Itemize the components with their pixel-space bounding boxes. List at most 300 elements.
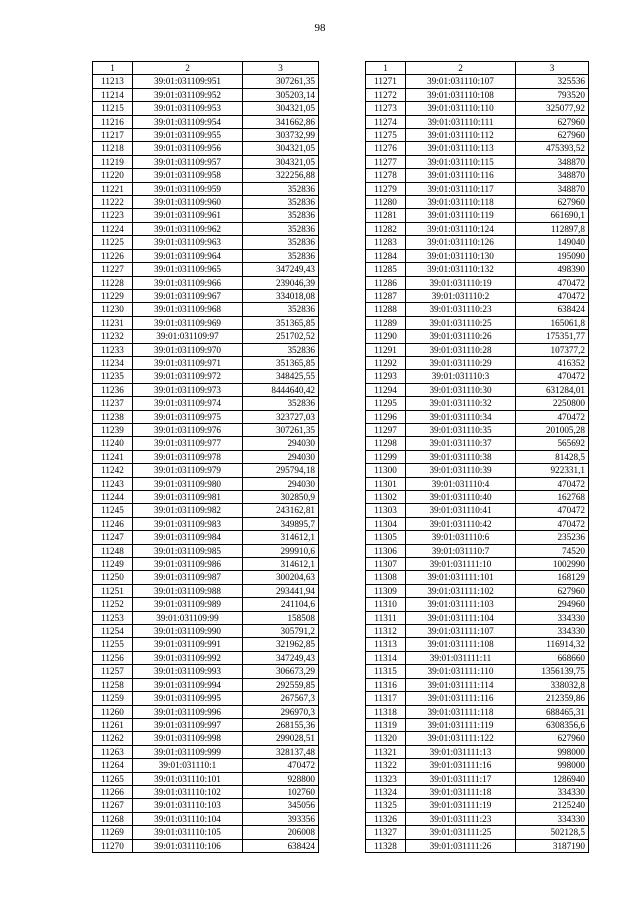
cadastral-number-cell: 39:01:031109:994 — [133, 678, 243, 691]
cadastral-number-cell: 39:01:031110:130 — [406, 249, 516, 262]
value-cell: 688465,31 — [516, 705, 589, 718]
value-cell: 661690,1 — [516, 209, 589, 222]
value-cell: 305791,2 — [243, 625, 319, 638]
table-row — [93, 423, 319, 436]
row-number-cell: 11317 — [366, 692, 406, 705]
table-row — [93, 330, 319, 343]
cadastral-number-cell: 39:01:031110:103 — [133, 799, 243, 812]
row-number-cell: 11285 — [366, 263, 406, 276]
cadastral-number-cell: 39:01:031109:963 — [133, 236, 243, 249]
table-row — [93, 625, 319, 638]
cadastral-number-cell: 39:01:031110:35 — [406, 423, 516, 436]
row-number-cell: 11300 — [366, 464, 406, 477]
cadastral-number-cell: 39:01:031110:1 — [133, 759, 243, 772]
table-row — [366, 504, 589, 517]
row-number-cell: 11296 — [366, 410, 406, 423]
row-number-cell: 11216 — [93, 115, 133, 128]
cadastral-number-cell: 39:01:031110:30 — [406, 383, 516, 396]
cadastral-number-cell: 39:01:031109:953 — [133, 102, 243, 115]
value-cell: 325077,92 — [516, 102, 589, 115]
row-number-cell: 11225 — [93, 236, 133, 249]
cadastral-number-cell: 39:01:031111:25 — [406, 826, 516, 839]
table-row — [366, 705, 589, 718]
row-number-cell: 11289 — [366, 316, 406, 329]
table-row — [366, 531, 589, 544]
cadastral-number-cell: 39:01:031109:967 — [133, 289, 243, 302]
value-cell: 107377,2 — [516, 343, 589, 356]
cadastral-number-cell: 39:01:031109:97 — [133, 330, 243, 343]
value-cell: 168129 — [516, 571, 589, 584]
cadastral-number-cell: 39:01:031110:26 — [406, 330, 516, 343]
table-row — [93, 102, 319, 115]
value-cell: 627960 — [516, 732, 589, 745]
value-cell: 267567,3 — [243, 692, 319, 705]
value-cell: 345056 — [243, 799, 319, 812]
value-cell: 470472 — [516, 276, 589, 289]
row-number-cell: 11249 — [93, 558, 133, 571]
table-row — [366, 423, 589, 436]
table-row — [93, 531, 319, 544]
value-cell: 352836 — [243, 209, 319, 222]
row-number-cell: 11288 — [366, 303, 406, 316]
row-number-cell: 11228 — [93, 276, 133, 289]
value-cell: 352836 — [243, 182, 319, 195]
table-row — [93, 665, 319, 678]
value-cell: 3187190 — [516, 839, 589, 852]
value-cell: 352836 — [243, 222, 319, 235]
value-cell: 475393,52 — [516, 142, 589, 155]
row-number-cell: 11293 — [366, 370, 406, 383]
cadastral-number-cell: 39:01:031109:954 — [133, 115, 243, 128]
cadastral-number-cell: 39:01:031109:956 — [133, 142, 243, 155]
table-row — [366, 544, 589, 557]
cadastral-number-cell: 39:01:031110:110 — [406, 102, 516, 115]
cadastral-number-cell: 39:01:031110:41 — [406, 504, 516, 517]
table-row — [93, 651, 319, 664]
cadastral-number-cell: 39:01:031109:979 — [133, 464, 243, 477]
cadastral-number-cell: 39:01:031110:42 — [406, 517, 516, 530]
table-row — [366, 772, 589, 785]
cadastral-number-cell: 39:01:031109:995 — [133, 692, 243, 705]
value-cell: 116914,32 — [516, 638, 589, 651]
cadastral-number-cell: 39:01:031110:29 — [406, 356, 516, 369]
cadastral-number-cell: 39:01:031110:39 — [406, 464, 516, 477]
table-row — [93, 370, 319, 383]
row-number-cell: 11260 — [93, 705, 133, 718]
value-cell: 239046,39 — [243, 276, 319, 289]
row-number-cell: 11306 — [366, 544, 406, 557]
table-row — [93, 745, 319, 758]
cadastral-number-cell: 39:01:031110:19 — [406, 276, 516, 289]
value-cell: 334330 — [516, 625, 589, 638]
row-number-cell: 11272 — [366, 88, 406, 101]
cadastral-number-cell: 39:01:031110:102 — [133, 785, 243, 798]
cadastral-number-cell: 39:01:031111:19 — [406, 799, 516, 812]
table-row — [93, 169, 319, 182]
cadastral-number-cell: 39:01:031111:17 — [406, 772, 516, 785]
table-row — [93, 517, 319, 530]
cadastral-number-cell: 39:01:031111:13 — [406, 745, 516, 758]
table-row — [93, 812, 319, 825]
row-number-cell: 11309 — [366, 584, 406, 597]
value-cell: 498390 — [516, 263, 589, 276]
cadastral-number-cell: 39:01:031110:106 — [133, 839, 243, 852]
row-number-cell: 11263 — [93, 745, 133, 758]
table-row — [366, 303, 589, 316]
row-number-cell: 11299 — [366, 450, 406, 463]
cadastral-number-cell: 39:01:031109:980 — [133, 477, 243, 490]
cadastral-number-cell: 39:01:031110:7 — [406, 544, 516, 557]
table-row — [93, 343, 319, 356]
table-row — [366, 370, 589, 383]
row-number-cell: 11302 — [366, 491, 406, 504]
row-number-cell: 11217 — [93, 129, 133, 142]
table-row — [93, 638, 319, 651]
row-number-cell: 11230 — [93, 303, 133, 316]
table-row — [93, 88, 319, 101]
value-cell: 201005,28 — [516, 423, 589, 436]
cadastral-number-cell: 39:01:031110:117 — [406, 182, 516, 195]
value-cell: 627960 — [516, 196, 589, 209]
value-cell: 470472 — [243, 759, 319, 772]
row-number-cell: 11294 — [366, 383, 406, 396]
value-cell: 349895,7 — [243, 517, 319, 530]
cadastral-number-cell: 39:01:031111:16 — [406, 759, 516, 772]
cadastral-number-cell: 39:01:031109:965 — [133, 263, 243, 276]
table-row — [366, 491, 589, 504]
table-row — [93, 222, 319, 235]
table-row — [93, 759, 319, 772]
table-row — [366, 115, 589, 128]
table-row — [93, 611, 319, 624]
table-row — [366, 785, 589, 798]
cadastral-number-cell: 39:01:031109:991 — [133, 638, 243, 651]
row-number-cell: 11226 — [93, 249, 133, 262]
row-number-cell: 11242 — [93, 464, 133, 477]
cadastral-number-cell: 39:01:031109:976 — [133, 423, 243, 436]
value-cell: 334018,08 — [243, 289, 319, 302]
column-header-1: 1 — [93, 62, 133, 75]
table-row — [366, 102, 589, 115]
value-cell: 334330 — [516, 812, 589, 825]
cadastral-number-cell: 39:01:031109:997 — [133, 718, 243, 731]
table-row — [93, 437, 319, 450]
table-row — [93, 584, 319, 597]
table-row — [93, 276, 319, 289]
table-body-left — [93, 75, 319, 853]
row-number-cell: 11328 — [366, 839, 406, 852]
value-cell: 294030 — [243, 437, 319, 450]
cadastral-number-cell: 39:01:031110:28 — [406, 343, 516, 356]
cadastral-number-cell: 39:01:031109:990 — [133, 625, 243, 638]
cadastral-number-cell: 39:01:031110:132 — [406, 263, 516, 276]
row-number-cell: 11307 — [366, 558, 406, 571]
column-header-1: 1 — [366, 62, 406, 75]
row-number-cell: 11310 — [366, 598, 406, 611]
cadastral-number-cell: 39:01:031109:973 — [133, 383, 243, 396]
cadastral-number-cell: 39:01:031109:969 — [133, 316, 243, 329]
row-number-cell: 11219 — [93, 155, 133, 168]
row-number-cell: 11313 — [366, 638, 406, 651]
row-number-cell: 11254 — [93, 625, 133, 638]
table-row — [93, 705, 319, 718]
cadastral-number-cell: 39:01:031109:983 — [133, 517, 243, 530]
row-number-cell: 11321 — [366, 745, 406, 758]
table-row — [93, 249, 319, 262]
value-cell: 470472 — [516, 370, 589, 383]
cadastral-number-cell: 39:01:031110:34 — [406, 410, 516, 423]
row-number-cell: 11224 — [93, 222, 133, 235]
table-row — [93, 464, 319, 477]
row-number-cell: 11218 — [93, 142, 133, 155]
row-number-cell: 11240 — [93, 437, 133, 450]
table-row — [366, 276, 589, 289]
value-cell: 348870 — [516, 155, 589, 168]
value-cell: 235236 — [516, 531, 589, 544]
cadastral-number-cell: 39:01:031109:985 — [133, 544, 243, 557]
cadastral-number-cell: 39:01:031109:971 — [133, 356, 243, 369]
cadastral-number-cell: 39:01:031110:115 — [406, 155, 516, 168]
value-cell: 416352 — [516, 356, 589, 369]
cadastral-number-cell: 39:01:031111:23 — [406, 812, 516, 825]
cadastral-number-cell: 39:01:031111:102 — [406, 584, 516, 597]
value-cell: 323727,03 — [243, 410, 319, 423]
table-row — [93, 142, 319, 155]
row-number-cell: 11267 — [93, 799, 133, 812]
value-cell: 998000 — [516, 759, 589, 772]
cadastral-number-cell: 39:01:031110:113 — [406, 142, 516, 155]
cadastral-number-cell: 39:01:031109:962 — [133, 222, 243, 235]
row-number-cell: 11241 — [93, 450, 133, 463]
value-cell: 352836 — [243, 249, 319, 262]
cadastral-number-cell: 39:01:031109:958 — [133, 169, 243, 182]
cadastral-number-cell: 39:01:031111:110 — [406, 665, 516, 678]
row-number-cell: 11262 — [93, 732, 133, 745]
value-cell: 251702,52 — [243, 330, 319, 343]
value-cell: 307261,35 — [243, 75, 319, 88]
row-number-cell: 11315 — [366, 665, 406, 678]
table-row — [93, 839, 319, 852]
value-cell: 470472 — [516, 517, 589, 530]
cadastral-number-cell: 39:01:031109:972 — [133, 370, 243, 383]
row-number-cell: 11279 — [366, 182, 406, 195]
value-cell: 81428,5 — [516, 450, 589, 463]
table-row — [366, 289, 589, 302]
table-row — [366, 75, 589, 88]
column-header-2: 2 — [406, 62, 516, 75]
value-cell: 668660 — [516, 651, 589, 664]
value-cell: 1356139,75 — [516, 665, 589, 678]
value-cell: 6308356,6 — [516, 718, 589, 731]
cadastral-number-cell: 39:01:031110:126 — [406, 236, 516, 249]
value-cell: 348870 — [516, 182, 589, 195]
row-number-cell: 11322 — [366, 759, 406, 772]
cadastral-number-cell: 39:01:031109:99 — [133, 611, 243, 624]
value-cell: 8444640,42 — [243, 383, 319, 396]
table-row — [366, 651, 589, 664]
value-cell: 302850,9 — [243, 491, 319, 504]
cadastral-number-cell: 39:01:031109:974 — [133, 397, 243, 410]
row-number-cell: 11214 — [93, 88, 133, 101]
cadastral-number-cell: 39:01:031111:114 — [406, 678, 516, 691]
table-row — [366, 263, 589, 276]
row-number-cell: 11308 — [366, 571, 406, 584]
row-number-cell: 11311 — [366, 611, 406, 624]
row-number-cell: 11277 — [366, 155, 406, 168]
row-number-cell: 11273 — [366, 102, 406, 115]
cadastral-number-cell: 39:01:031109:999 — [133, 745, 243, 758]
row-number-cell: 11244 — [93, 491, 133, 504]
table-header-row — [366, 62, 589, 75]
value-cell: 470472 — [516, 504, 589, 517]
cadastral-number-cell: 39:01:031111:101 — [406, 571, 516, 584]
value-cell: 74520 — [516, 544, 589, 557]
table-row — [366, 236, 589, 249]
row-number-cell: 11221 — [93, 182, 133, 195]
table-row — [366, 759, 589, 772]
value-cell: 352836 — [243, 397, 319, 410]
value-cell: 470472 — [516, 410, 589, 423]
cadastral-number-cell: 39:01:031110:107 — [406, 75, 516, 88]
table-row — [93, 826, 319, 839]
row-number-cell: 11290 — [366, 330, 406, 343]
row-number-cell: 11319 — [366, 718, 406, 731]
row-number-cell: 11239 — [93, 423, 133, 436]
cadastral-number-cell: 39:01:031111:119 — [406, 718, 516, 731]
table-body-right — [366, 75, 589, 853]
value-cell: 306673,29 — [243, 665, 319, 678]
page-number: 98 — [314, 22, 326, 34]
table-row — [366, 169, 589, 182]
value-cell: 565692 — [516, 437, 589, 450]
value-cell: 334330 — [516, 611, 589, 624]
row-number-cell: 11229 — [93, 289, 133, 302]
table-row — [366, 571, 589, 584]
cadastral-number-cell: 39:01:031110:118 — [406, 196, 516, 209]
row-number-cell: 11243 — [93, 477, 133, 490]
value-cell: 314612,1 — [243, 531, 319, 544]
value-cell: 304321,05 — [243, 155, 319, 168]
row-number-cell: 11251 — [93, 584, 133, 597]
cadastral-number-cell: 39:01:031109:959 — [133, 182, 243, 195]
row-number-cell: 11297 — [366, 423, 406, 436]
table-row — [93, 410, 319, 423]
cadastral-number-cell: 39:01:031111:18 — [406, 785, 516, 798]
table-row — [366, 383, 589, 396]
cadastral-number-cell: 39:01:031110:32 — [406, 397, 516, 410]
row-number-cell: 11255 — [93, 638, 133, 651]
value-cell: 304321,05 — [243, 142, 319, 155]
table-row — [93, 732, 319, 745]
value-cell: 1002990 — [516, 558, 589, 571]
table-row — [93, 678, 319, 691]
cadastral-number-cell: 39:01:031109:952 — [133, 88, 243, 101]
cadastral-number-cell: 39:01:031110:3 — [406, 370, 516, 383]
table-row — [366, 129, 589, 142]
row-number-cell: 11261 — [93, 718, 133, 731]
table-row — [366, 142, 589, 155]
table-row — [93, 155, 319, 168]
cadastral-number-cell: 39:01:031110:108 — [406, 88, 516, 101]
row-number-cell: 11278 — [366, 169, 406, 182]
table-row — [93, 129, 319, 142]
value-cell: 195090 — [516, 249, 589, 262]
row-number-cell: 11265 — [93, 772, 133, 785]
row-number-cell: 11223 — [93, 209, 133, 222]
value-cell: 293441,94 — [243, 584, 319, 597]
value-cell: 303732,99 — [243, 129, 319, 142]
cadastral-number-cell: 39:01:031109:986 — [133, 558, 243, 571]
value-cell: 212359,86 — [516, 692, 589, 705]
table-row — [366, 826, 589, 839]
cadastral-number-cell: 39:01:031109:951 — [133, 75, 243, 88]
table-row — [93, 209, 319, 222]
row-number-cell: 11320 — [366, 732, 406, 745]
row-number-cell: 11264 — [93, 759, 133, 772]
table-row — [366, 209, 589, 222]
column-header-2: 2 — [133, 62, 243, 75]
cadastral-number-cell: 39:01:031111:116 — [406, 692, 516, 705]
cadastral-number-cell: 39:01:031109:968 — [133, 303, 243, 316]
row-number-cell: 11233 — [93, 343, 133, 356]
row-number-cell: 11281 — [366, 209, 406, 222]
value-cell: 299028,51 — [243, 732, 319, 745]
value-cell: 334330 — [516, 785, 589, 798]
row-number-cell: 11323 — [366, 772, 406, 785]
table-row — [366, 692, 589, 705]
row-number-cell: 11314 — [366, 651, 406, 664]
value-cell: 268155,36 — [243, 718, 319, 731]
table-row — [366, 584, 589, 597]
table-row — [366, 316, 589, 329]
row-number-cell: 11215 — [93, 102, 133, 115]
row-number-cell: 11258 — [93, 678, 133, 691]
table-row — [366, 477, 589, 490]
row-number-cell: 11237 — [93, 397, 133, 410]
row-number-cell: 11291 — [366, 343, 406, 356]
value-cell: 305203,14 — [243, 88, 319, 101]
table-row — [93, 75, 319, 88]
value-cell: 328137,48 — [243, 745, 319, 758]
row-number-cell: 11326 — [366, 812, 406, 825]
cadastral-number-cell: 39:01:031111:11 — [406, 651, 516, 664]
cadastral-number-cell: 39:01:031109:957 — [133, 155, 243, 168]
value-cell: 928800 — [243, 772, 319, 785]
value-cell: 341662,86 — [243, 115, 319, 128]
table-row — [366, 397, 589, 410]
cadastral-number-cell: 39:01:031109:970 — [133, 343, 243, 356]
row-number-cell: 11245 — [93, 504, 133, 517]
row-number-cell: 11287 — [366, 289, 406, 302]
cadastral-number-cell: 39:01:031110:101 — [133, 772, 243, 785]
row-number-cell: 11282 — [366, 222, 406, 235]
table-row — [366, 155, 589, 168]
table-header-row — [93, 62, 319, 75]
value-cell: 294960 — [516, 598, 589, 611]
value-cell: 1286940 — [516, 772, 589, 785]
row-number-cell: 11305 — [366, 531, 406, 544]
row-number-cell: 11268 — [93, 812, 133, 825]
cadastral-number-cell: 39:01:031111:107 — [406, 625, 516, 638]
cadastral-number-cell: 39:01:031110:2 — [406, 289, 516, 302]
table-row — [93, 491, 319, 504]
table-row — [366, 745, 589, 758]
cadastral-number-cell: 39:01:031109:961 — [133, 209, 243, 222]
row-number-cell: 11259 — [93, 692, 133, 705]
table-row — [366, 88, 589, 101]
row-number-cell: 11253 — [93, 611, 133, 624]
row-number-cell: 11312 — [366, 625, 406, 638]
